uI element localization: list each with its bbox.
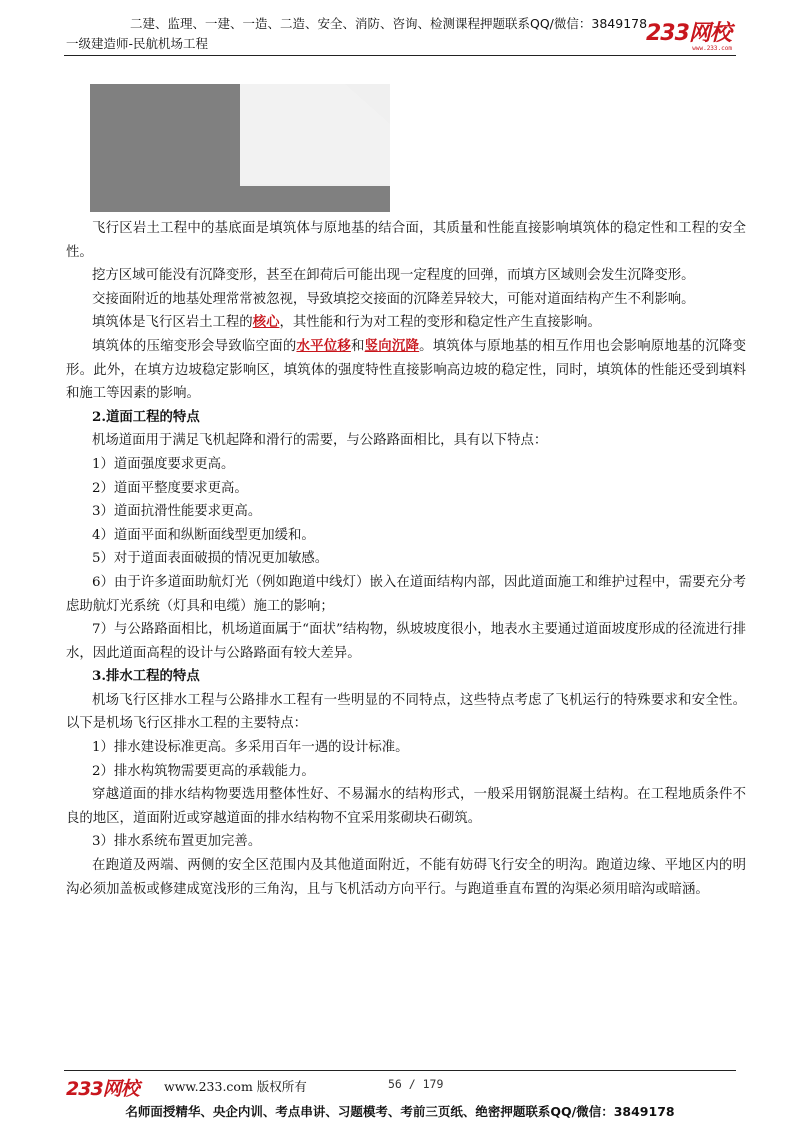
list-item: 3）排水系统布置更加完善。 (92, 834, 262, 850)
list-item: 2）道面平整度要求更高。 (92, 480, 248, 496)
footer-logo: 233网校 (66, 1078, 139, 1100)
list-item: 4）道面平面和纵断面线型更加缓和。 (92, 527, 315, 543)
paragraph: 交接面附近的地基处理常常被忽视，导致填挖交接面的沉降差异较大，可能对道面结构产生不利影响。 (92, 291, 695, 307)
brand-logo-url: www.233.com (692, 45, 732, 52)
list-item: 6）由于许多道面助航灯光（例如跑道中线灯）嵌入在道面结构内部，因此道面施工和维护过程中，需要充分考虑助航灯光系统（灯具和电缆）施工的影响； (66, 574, 746, 614)
footer-copyright: www.233.com 版权所有 (164, 1079, 307, 1094)
paragraph: 穿越道面的排水结构物要选用整体性好、不易漏水的结构形式，一般采用钢筋混凝土结构。在工程地质条件不良的地区，道面附近或穿越道面的排水结构物不宜采用浆砌块石砌筑。 (66, 787, 746, 826)
footer-divider (64, 1070, 736, 1071)
document-subtitle: 一级建造师-民航机场工程 (66, 36, 209, 51)
header-divider (64, 55, 736, 56)
paragraph: 挖方区域可能没有沉降变形，甚至在卸荷后可能出现一定程度的回弹，而填方区域则会发生沉降变形。 (92, 268, 695, 284)
highlight-term: 水平位移 (296, 337, 351, 354)
text-run: ，其性能和行为对工程的变形和稳定性产生直接影响。 (279, 315, 601, 331)
paragraph: 机场道面用于满足飞机起降和滑行的需要，与公路路面相比，具有以下特点： (92, 433, 548, 449)
highlight-term: 竖向沉降 (364, 337, 420, 354)
paragraph (66, 335, 746, 406)
page-number: 56 / 179 (388, 1077, 444, 1091)
list-item: 1）排水建设标准更高。多采用百年一遇的设计标准。 (92, 740, 409, 756)
figure-gray-left (90, 84, 240, 212)
list-item: 2）排水构筑物需要更高的承载能力。 (92, 763, 315, 779)
text-run: 。填筑体与原地基的相互作用也会影响原地基的沉降变形。此外，在填方边坡稳定影响区，填筑体的强度特性直接影响高边坡的稳定性，同时，填筑体的性能还受到填料和施工等因素的影响。 (66, 338, 747, 402)
paragraph (66, 311, 746, 335)
highlight-term: 核心 (252, 314, 280, 331)
document-body (66, 217, 746, 901)
header-contact-line: 二建、监理、一建、一造、二造、安全、消防、咨询、检测课程押题联系QQ/微信：3849178 (130, 16, 648, 31)
paragraph: 在跑道及两端、两侧的安全区范围内及其他道面附近，不能有妨碍飞行安全的明沟。跑道边缘、平地区内的明沟必须加盖板或修建成宽浅形的三角沟，且与飞机活动方向平行。与跑道垂直布置的沟渠必须用暗沟或暗涵。 (66, 858, 746, 897)
section-heading: 2.道面工程的特点 (92, 408, 200, 425)
figure-gray-bottom (240, 186, 390, 212)
figure-diagram (90, 84, 390, 212)
list-item: 3）道面抗滑性能要求更高。 (92, 504, 262, 520)
list-item: 7）与公路路面相比，机场道面属于“面状”结构物，纵坡坡度很小，地表水主要通过道面坡度形成的径流进行排水，因此道面高程的设计与公路路面有较大差异。 (66, 622, 746, 661)
text-run: 和 (350, 338, 365, 354)
list-item: 1）道面强度要求更高。 (92, 456, 235, 472)
list-item: 5）对于道面表面破损的情况更加敏感。 (92, 551, 329, 567)
text-run: 填筑体是飞行区岩土工程的 (92, 315, 253, 331)
brand-logo-text: 233网校 (646, 21, 731, 46)
section-heading: 3.排水工程的特点 (92, 668, 200, 685)
paragraph: 机场飞行区排水工程与公路排水工程有一些明显的不同特点，这些特点考虑了飞机运行的特殊要求和安全性。以下是机场飞行区排水工程的主要特点： (66, 692, 746, 732)
footer-contact-line: 名师面授精华、央企内训、考点串讲、习题模考、考前三页纸、绝密押题联系QQ/微信：3849178 (125, 1104, 675, 1119)
text-run: 填筑体的压缩变形会导致临空面的 (92, 338, 297, 354)
brand-logo (646, 23, 738, 59)
paragraph: 飞行区岩土工程中的基底面是填筑体与原地基的结合面，其质量和性能直接影响填筑体的稳定性和工程的安全性。 (66, 221, 746, 260)
